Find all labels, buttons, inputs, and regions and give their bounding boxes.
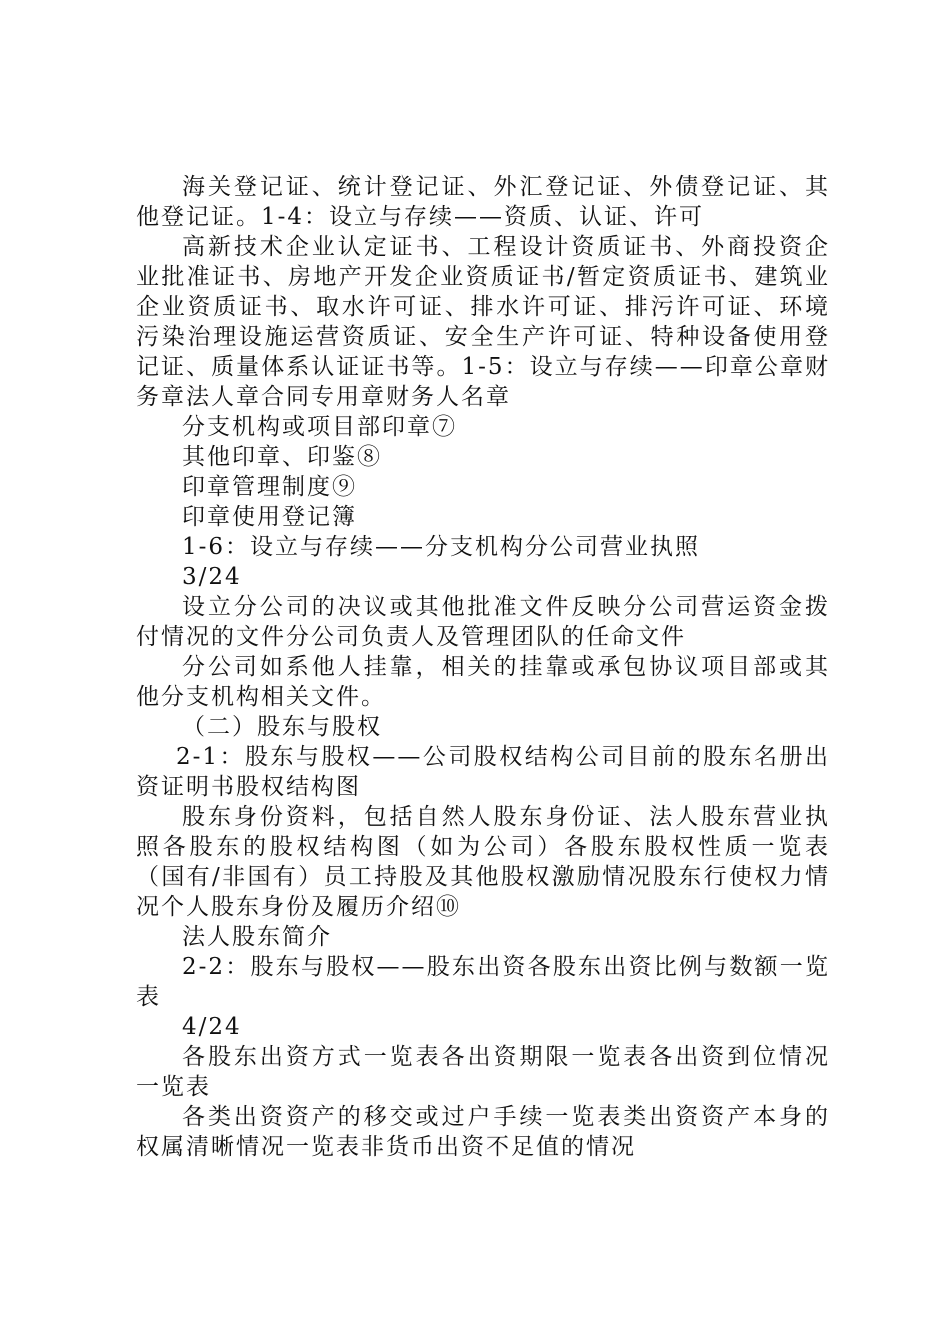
paragraph-other-seals: 其他印章、印鉴⑧ [182,444,382,470]
paragraph-branch-seal: 分支机构或项目部印章⑦ [182,414,457,440]
page-number-3: 3/24 [182,564,242,590]
page-number-4: 4/24 [182,1014,242,1040]
paragraph-shareholder-identity: 股东身份资料，包括自然人股东身份证、法人股东营业执照各股东的股权结构图（如为公司）各股东股权性质一览表（国有/非国有）员工持股及其他股权激励情况股东行使权力情况个人股东身份及履历介绍⑩ [136,804,830,920]
paragraph-section-2-1: 2-1：股东与股权——公司股权结构公司目前的股东名册出资证明书股权结构图 [136,744,830,800]
paragraph-corporate-shareholders: 法人股东简介 [182,924,332,950]
document-page [136,172,830,1162]
paragraph-branch-resolution: 设立分公司的决议或其他批准文件反映分公司营运资金拨付情况的文件分公司负责人及管理团队的任命文件 [136,594,830,650]
paragraph-seal-register: 印章使用登记簿 [182,504,357,530]
paragraph-qualification-certificates: 高新技术企业认定证书、工程设计资质证书、外商投资企业批准证书、房地产开发企业资质证书/暂定资质证书、建筑业企业资质证书、取水许可证、排水许可证、排污许可证、环境污染治理设施运营资质证、安全生产许可证、特种设备使用登记证、质量体系认证证书等。1-5：设立与存续——印章公章财务章法人章合同专用章财务人名章 [136,234,830,410]
paragraph-section-1-6: 1-6：设立与存续——分支机构分公司营业执照 [182,534,701,560]
paragraph-section-2-2: 2-2：股东与股权——股东出资各股东出资比例与数额一览表 [136,954,830,1010]
paragraph-registration-certificates: 海关登记证、统计登记证、外汇登记证、外债登记证、其他登记证。1-4：设立与存续——资质、认证、许可 [136,174,830,230]
paragraph-contribution-methods: 各股东出资方式一览表各出资期限一览表各出资到位情况一览表 [136,1044,830,1100]
paragraph-branch-affiliation: 分公司如系他人挂靠，相关的挂靠或承包协议项目部或其他分支机构相关文件。 [136,654,830,710]
section-heading-shareholders: （二）股东与股权 [182,714,382,740]
paragraph-asset-transfer: 各类出资资产的移交或过户手续一览表类出资资产本身的权属清晰情况一览表非货币出资不足值的情况 [136,1104,830,1160]
paragraph-seal-management: 印章管理制度⑨ [182,474,357,500]
